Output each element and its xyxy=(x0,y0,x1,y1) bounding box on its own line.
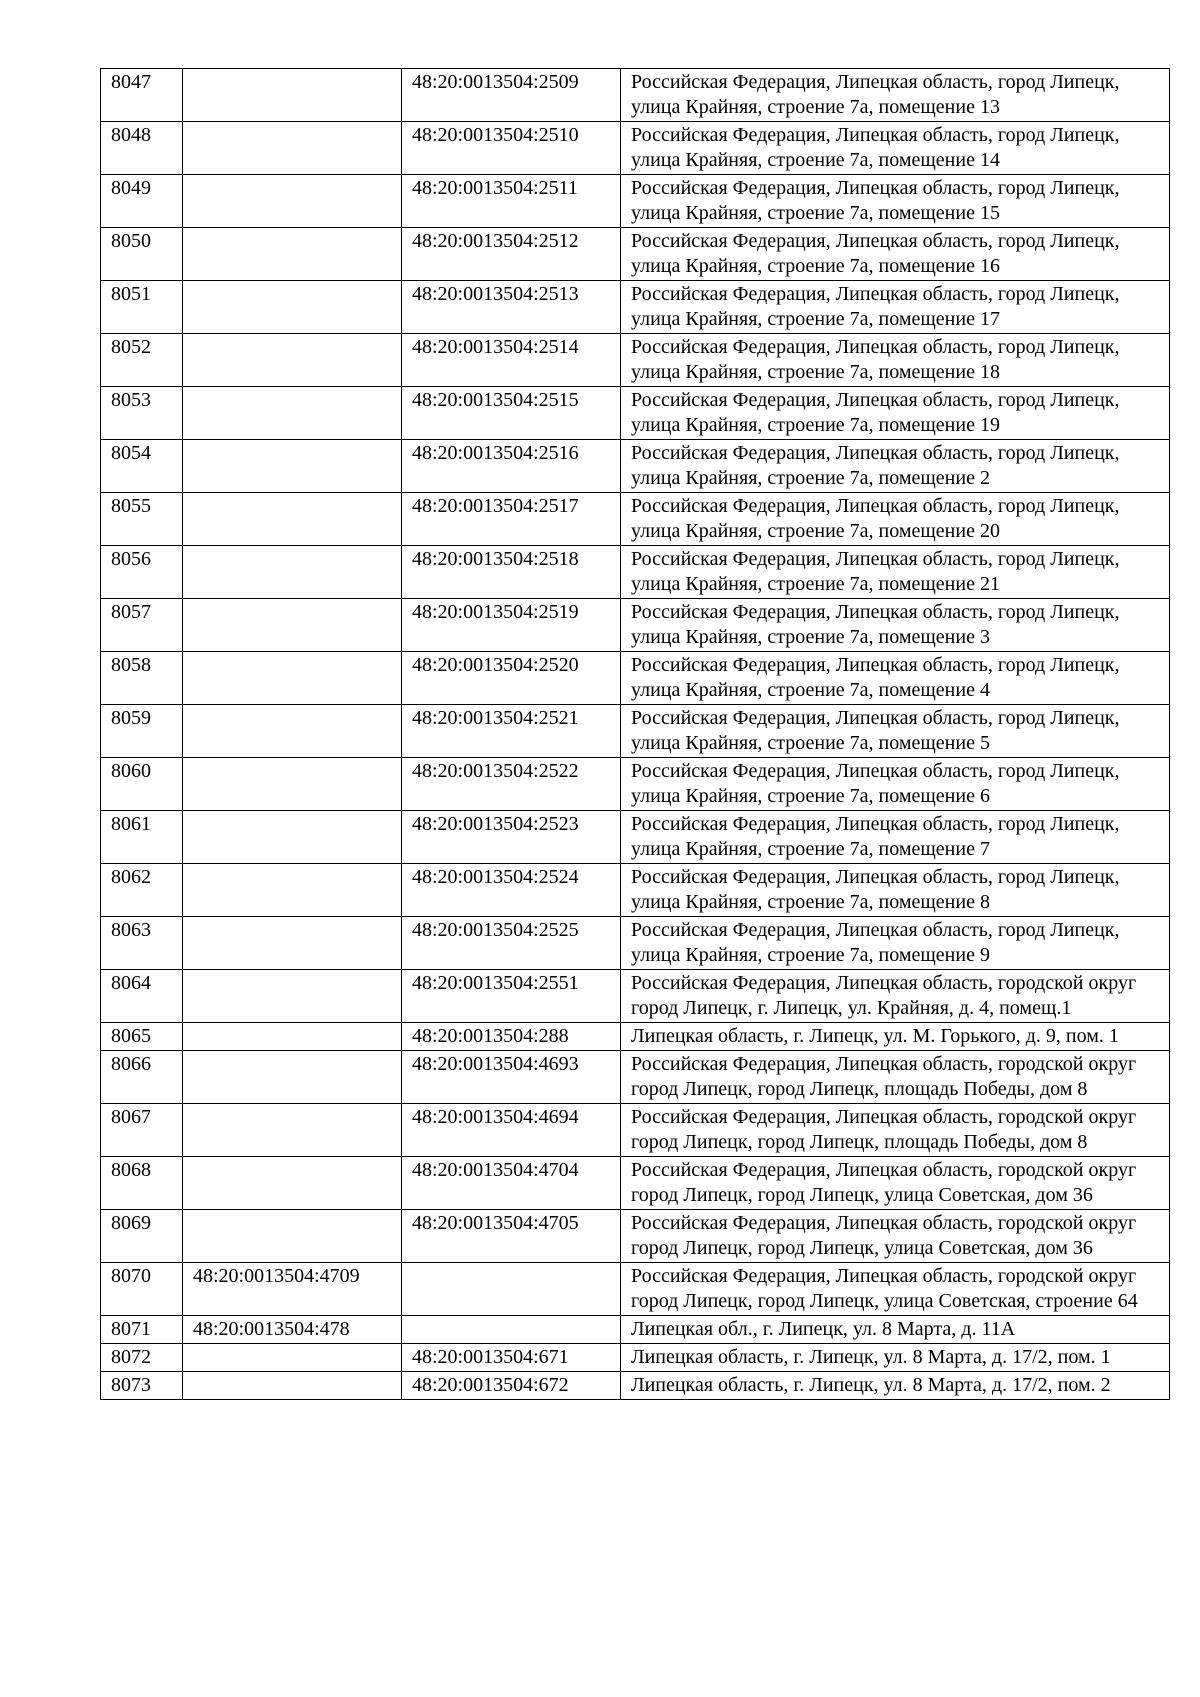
building-cadastral-number-cell xyxy=(183,1104,402,1157)
row-number-cell: 8047 xyxy=(101,69,183,122)
table-row xyxy=(101,599,1170,652)
row-number-cell: 8061 xyxy=(101,811,183,864)
table-row xyxy=(101,1210,1170,1263)
premises-cadastral-number-cell: 48:20:0013504:4693 xyxy=(402,1051,621,1104)
building-cadastral-number-cell xyxy=(183,440,402,493)
table-row xyxy=(101,493,1170,546)
row-number-cell: 8068 xyxy=(101,1157,183,1210)
table-row xyxy=(101,175,1170,228)
premises-cadastral-number-cell: 48:20:0013504:4704 xyxy=(402,1157,621,1210)
address-cell: Липецкая область, г. Липецк, ул. 8 Марта, д. 17/2, пом. 1 xyxy=(621,1344,1170,1372)
premises-cadastral-number-cell: 48:20:0013504:2513 xyxy=(402,281,621,334)
building-cadastral-number-cell xyxy=(183,705,402,758)
address-cell: Липецкая область, г. Липецк, ул. 8 Марта, д. 17/2, пом. 2 xyxy=(621,1372,1170,1400)
row-number-cell: 8060 xyxy=(101,758,183,811)
row-number-cell: 8065 xyxy=(101,1023,183,1051)
table-row xyxy=(101,440,1170,493)
row-number-cell: 8071 xyxy=(101,1316,183,1344)
premises-cadastral-number-cell: 48:20:0013504:2520 xyxy=(402,652,621,705)
address-cell: Российская Федерация, Липецкая область, город Липецк, улица Крайняя, строение 7а, помещение 14 xyxy=(621,122,1170,175)
address-cell: Российская Федерация, Липецкая область, город Липецк, улица Крайняя, строение 7а, помещение 4 xyxy=(621,652,1170,705)
address-cell: Российская Федерация, Липецкая область, город Липецк, улица Крайняя, строение 7а, помещение 18 xyxy=(621,334,1170,387)
table-row xyxy=(101,705,1170,758)
building-cadastral-number-cell: 48:20:0013504:4709 xyxy=(183,1263,402,1316)
row-number-cell: 8062 xyxy=(101,864,183,917)
building-cadastral-number-cell xyxy=(183,69,402,122)
premises-cadastral-number-cell: 48:20:0013504:2511 xyxy=(402,175,621,228)
premises-cadastral-number-cell: 48:20:0013504:2517 xyxy=(402,493,621,546)
table-row xyxy=(101,1157,1170,1210)
building-cadastral-number-cell xyxy=(183,864,402,917)
row-number-cell: 8073 xyxy=(101,1372,183,1400)
row-number-cell: 8059 xyxy=(101,705,183,758)
row-number-cell: 8051 xyxy=(101,281,183,334)
table-row xyxy=(101,122,1170,175)
row-number-cell: 8050 xyxy=(101,228,183,281)
building-cadastral-number-cell xyxy=(183,493,402,546)
row-number-cell: 8057 xyxy=(101,599,183,652)
row-number-cell: 8056 xyxy=(101,546,183,599)
building-cadastral-number-cell xyxy=(183,387,402,440)
address-cell: Российская Федерация, Липецкая область, городской округ город Липецк, город Липецк, улица Советская, дом 36 xyxy=(621,1157,1170,1210)
building-cadastral-number-cell xyxy=(183,1210,402,1263)
address-cell: Российская Федерация, Липецкая область, город Липецк, улица Крайняя, строение 7а, помещение 17 xyxy=(621,281,1170,334)
table-row xyxy=(101,334,1170,387)
row-number-cell: 8052 xyxy=(101,334,183,387)
row-number-cell: 8064 xyxy=(101,970,183,1023)
address-cell: Российская Федерация, Липецкая область, городской округ город Липецк, город Липецк, улица Советская, дом 36 xyxy=(621,1210,1170,1263)
address-cell: Липецкая область, г. Липецк, ул. М. Горького, д. 9, пом. 1 xyxy=(621,1023,1170,1051)
table-row xyxy=(101,228,1170,281)
address-cell: Российская Федерация, Липецкая область, городской округ город Липецк, город Липецк, площадь Победы, дом 8 xyxy=(621,1104,1170,1157)
address-cell: Российская Федерация, Липецкая область, городской округ город Липецк, город Липецк, площадь Победы, дом 8 xyxy=(621,1051,1170,1104)
table-row xyxy=(101,811,1170,864)
building-cadastral-number-cell: 48:20:0013504:478 xyxy=(183,1316,402,1344)
table-row xyxy=(101,281,1170,334)
table-row xyxy=(101,1104,1170,1157)
building-cadastral-number-cell xyxy=(183,970,402,1023)
premises-cadastral-number-cell: 48:20:0013504:2509 xyxy=(402,69,621,122)
building-cadastral-number-cell xyxy=(183,758,402,811)
address-cell: Российская Федерация, Липецкая область, город Липецк, улица Крайняя, строение 7а, помещение 5 xyxy=(621,705,1170,758)
table-row xyxy=(101,69,1170,122)
table-row xyxy=(101,1051,1170,1104)
building-cadastral-number-cell xyxy=(183,917,402,970)
address-cell: Российская Федерация, Липецкая область, город Липецк, улица Крайняя, строение 7а, помещение 2 xyxy=(621,440,1170,493)
premises-cadastral-number-cell: 48:20:0013504:288 xyxy=(402,1023,621,1051)
table-row xyxy=(101,864,1170,917)
table-row xyxy=(101,1023,1170,1051)
address-cell: Российская Федерация, Липецкая область, город Липецк, улица Крайняя, строение 7а, помещение 21 xyxy=(621,546,1170,599)
building-cadastral-number-cell xyxy=(183,1344,402,1372)
table-row xyxy=(101,1316,1170,1344)
building-cadastral-number-cell xyxy=(183,334,402,387)
premises-cadastral-number-cell xyxy=(402,1263,621,1316)
address-cell: Российская Федерация, Липецкая область, город Липецк, улица Крайняя, строение 7а, помещение 13 xyxy=(621,69,1170,122)
premises-cadastral-number-cell: 48:20:0013504:4705 xyxy=(402,1210,621,1263)
premises-cadastral-number-cell: 48:20:0013504:671 xyxy=(402,1344,621,1372)
building-cadastral-number-cell xyxy=(183,122,402,175)
table-row xyxy=(101,917,1170,970)
address-cell: Российская Федерация, Липецкая область, городской округ город Липецк, город Липецк, улица Советская, строение 64 xyxy=(621,1263,1170,1316)
address-cell: Российская Федерация, Липецкая область, город Липецк, улица Крайняя, строение 7а, помещение 3 xyxy=(621,599,1170,652)
premises-cadastral-number-cell: 48:20:0013504:2514 xyxy=(402,334,621,387)
row-number-cell: 8054 xyxy=(101,440,183,493)
row-number-cell: 8053 xyxy=(101,387,183,440)
table-row xyxy=(101,970,1170,1023)
row-number-cell: 8066 xyxy=(101,1051,183,1104)
building-cadastral-number-cell xyxy=(183,1157,402,1210)
row-number-cell: 8070 xyxy=(101,1263,183,1316)
row-number-cell: 8067 xyxy=(101,1104,183,1157)
address-cell: Российская Федерация, Липецкая область, город Липецк, улица Крайняя, строение 7а, помещение 16 xyxy=(621,228,1170,281)
registry-table xyxy=(100,68,1170,1400)
building-cadastral-number-cell xyxy=(183,599,402,652)
premises-cadastral-number-cell: 48:20:0013504:2524 xyxy=(402,864,621,917)
premises-cadastral-number-cell: 48:20:0013504:2523 xyxy=(402,811,621,864)
row-number-cell: 8048 xyxy=(101,122,183,175)
premises-cadastral-number-cell: 48:20:0013504:2522 xyxy=(402,758,621,811)
table-row xyxy=(101,652,1170,705)
premises-cadastral-number-cell: 48:20:0013504:2519 xyxy=(402,599,621,652)
address-cell: Российская Федерация, Липецкая область, город Липецк, улица Крайняя, строение 7а, помещение 20 xyxy=(621,493,1170,546)
premises-cadastral-number-cell: 48:20:0013504:2518 xyxy=(402,546,621,599)
table-row xyxy=(101,1344,1170,1372)
premises-cadastral-number-cell: 48:20:0013504:2510 xyxy=(402,122,621,175)
address-cell: Российская Федерация, Липецкая область, город Липецк, улица Крайняя, строение 7а, помещение 7 xyxy=(621,811,1170,864)
address-cell: Российская Федерация, Липецкая область, город Липецк, улица Крайняя, строение 7а, помещение 9 xyxy=(621,917,1170,970)
table-row xyxy=(101,1372,1170,1400)
row-number-cell: 8049 xyxy=(101,175,183,228)
table-row xyxy=(101,387,1170,440)
premises-cadastral-number-cell: 48:20:0013504:4694 xyxy=(402,1104,621,1157)
building-cadastral-number-cell xyxy=(183,652,402,705)
premises-cadastral-number-cell: 48:20:0013504:672 xyxy=(402,1372,621,1400)
table-row xyxy=(101,758,1170,811)
building-cadastral-number-cell xyxy=(183,228,402,281)
address-cell: Липецкая обл., г. Липецк, ул. 8 Марта, д. 11А xyxy=(621,1316,1170,1344)
registry-table-body xyxy=(101,69,1170,1400)
premises-cadastral-number-cell: 48:20:0013504:2521 xyxy=(402,705,621,758)
row-number-cell: 8072 xyxy=(101,1344,183,1372)
premises-cadastral-number-cell: 48:20:0013504:2512 xyxy=(402,228,621,281)
building-cadastral-number-cell xyxy=(183,1051,402,1104)
building-cadastral-number-cell xyxy=(183,175,402,228)
row-number-cell: 8063 xyxy=(101,917,183,970)
premises-cadastral-number-cell: 48:20:0013504:2551 xyxy=(402,970,621,1023)
premises-cadastral-number-cell: 48:20:0013504:2516 xyxy=(402,440,621,493)
row-number-cell: 8058 xyxy=(101,652,183,705)
building-cadastral-number-cell xyxy=(183,811,402,864)
building-cadastral-number-cell xyxy=(183,546,402,599)
premises-cadastral-number-cell: 48:20:0013504:2525 xyxy=(402,917,621,970)
address-cell: Российская Федерация, Липецкая область, город Липецк, улица Крайняя, строение 7а, помещение 19 xyxy=(621,387,1170,440)
building-cadastral-number-cell xyxy=(183,281,402,334)
premises-cadastral-number-cell xyxy=(402,1316,621,1344)
address-cell: Российская Федерация, Липецкая область, город Липецк, улица Крайняя, строение 7а, помещение 6 xyxy=(621,758,1170,811)
row-number-cell: 8055 xyxy=(101,493,183,546)
address-cell: Российская Федерация, Липецкая область, городской округ город Липецк, г. Липецк, ул. Крайняя, д. 4, помещ.1 xyxy=(621,970,1170,1023)
address-cell: Российская Федерация, Липецкая область, город Липецк, улица Крайняя, строение 7а, помещение 8 xyxy=(621,864,1170,917)
building-cadastral-number-cell xyxy=(183,1023,402,1051)
address-cell: Российская Федерация, Липецкая область, город Липецк, улица Крайняя, строение 7а, помещение 15 xyxy=(621,175,1170,228)
premises-cadastral-number-cell: 48:20:0013504:2515 xyxy=(402,387,621,440)
row-number-cell: 8069 xyxy=(101,1210,183,1263)
table-row xyxy=(101,546,1170,599)
building-cadastral-number-cell xyxy=(183,1372,402,1400)
table-row xyxy=(101,1263,1170,1316)
